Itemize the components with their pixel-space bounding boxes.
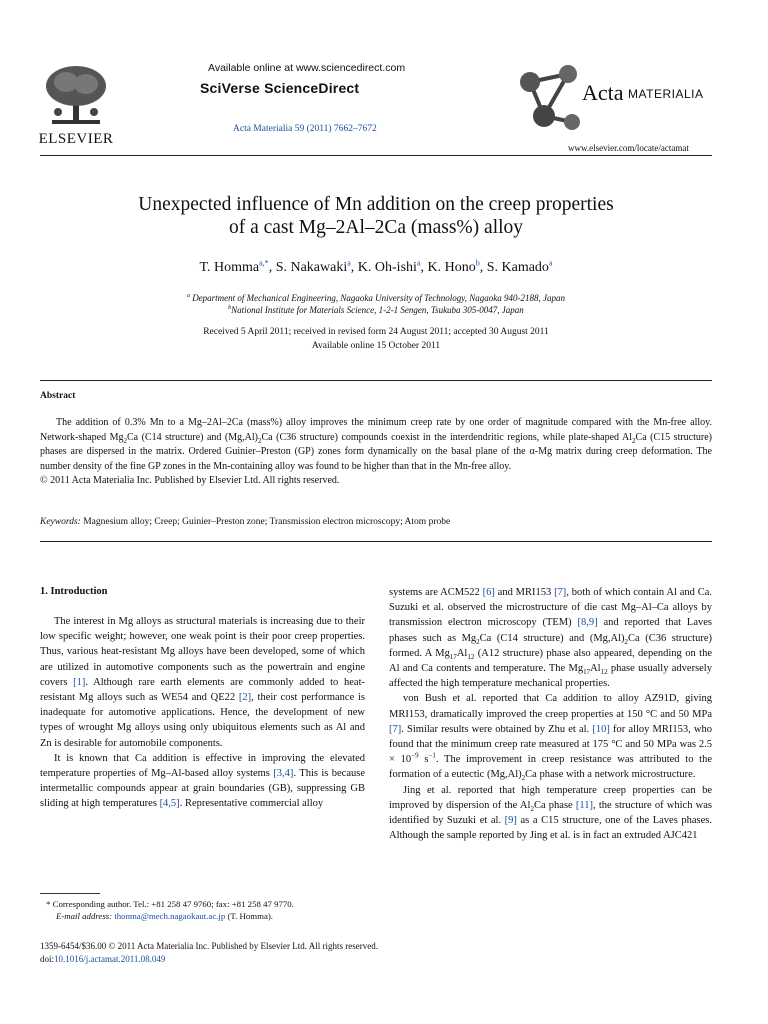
sciencedirect-brand: SciVerse ScienceDirect bbox=[200, 80, 360, 96]
paragraph: systems are ACM522 [6] and MRI153 [7], both of which contain Al and Ca. Suzuki et al. observed the microstructure of die cast Mg–Al–Ca alloys by transmission electron microscopy (TEM) [8,9] and reported that Laves phases such as $Mg_2Ca$ (C14 structure) and $(Mg,Al)_2Ca$ (C36 structure) formed. A $Mg_{17}Al_{12}$ (A12 structure) phase also appeared, depending on the Al and Ca contents and temperature. The $Mg_{17}Al_{12}$ phase usually adversely affected the high temperature mechanical properties. bbox=[389, 587, 712, 690]
abstract-heading: Abstract bbox=[40, 391, 76, 401]
acta-materialia-logo bbox=[516, 64, 716, 138]
doi-link[interactable]: 10.1016/j.actamat.2011.08.049 bbox=[54, 954, 166, 964]
citation-link[interactable]: [9] bbox=[504, 815, 517, 827]
page-footer bbox=[40, 940, 378, 966]
header-rule bbox=[40, 155, 712, 156]
citation-link[interactable]: [7] bbox=[389, 723, 402, 735]
author[interactable]: K. Hono$^b$ bbox=[427, 258, 480, 275]
journal-reference: Acta Materialia 59 (2011) 7662–7672 bbox=[233, 124, 377, 134]
abstract-copyright: © 2011 Acta Materialia Inc. Published by Elsevier Ltd. All rights reserved. bbox=[40, 475, 340, 487]
abstract-text: The addition of 0.3% Mn to a Mg–2Al–2Ca (mass%) alloy improves the minimum creep rate by one order of magnitude compared with the Mn-free alloy. Network-shaped $Mg_2Ca$ (C14 structure) and $(Mg,Al)_2Ca$ (C36 structure) compounds coexist in the interdendritic regions, while plate-shaped $Al_2Ca$ (C15 structure) phases are dispersed in the matrix. Ordered Guinier–Preston (GP) zones form dynamically on the basal plane of the α-Mg matrix during creep deformation. The number density of the fine GP zones in the Mn-containing alloy was found to be higher than that in the Mn-free alloy. bbox=[40, 417, 712, 472]
issn-line: 1359-6454/$36.00 © 2011 Acta Materialia Inc. Published by Elsevier Ltd. All rights reserved. bbox=[40, 941, 378, 951]
author[interactable]: K. Oh-ishi$^a$ bbox=[357, 258, 421, 275]
journal-url[interactable]: www.elsevier.com/locate/actamat bbox=[568, 143, 689, 153]
affiliation-a: $^a$ Department of Mechanical Engineering, Nagaoka University of Technology, Nagaoka 940-2188, Japan bbox=[186, 293, 566, 303]
author-list: T. Homma$^{a,*}$, S. Nakawaki$^a$, K. Oh-ishi$^a$, K. Hono$^b$, S. Kamado$^a$ bbox=[199, 258, 553, 275]
footnote bbox=[40, 898, 370, 922]
abstract-top-rule bbox=[40, 380, 712, 381]
citation-link[interactable]: [11] bbox=[575, 799, 594, 811]
available-date: Available online 15 October 2011 bbox=[311, 341, 441, 351]
left-column bbox=[40, 614, 365, 812]
email-line: E-mail address: thonma@mech.nagaokaut.ac.jp (T. Homma). bbox=[56, 911, 273, 921]
affiliations bbox=[40, 292, 712, 316]
paragraph: It is known that Ca addition is effective in improving the elevated temperature properties of Mg–Al-based alloy systems [3,4]. This is because intermetallic compounds appear at grain boundaries (GB), suppressing GB sliding at high temperatures [4,5]. Representative commercial alloy bbox=[40, 752, 365, 810]
paragraph: von Bush et al. reported that Ca addition to alloy AZ91D, giving MRI153, dramatically improved the creep properties at 150 °C and 50 MPa [7]. Similar results were obtained by Zhu et al. [10] for alloy MRI153, who found that the minimum creep rate measured at 175 °C and 50 MPa was $2.5 \times 10^{-9}$ $s^{-1}$. The improvement in creep resistance was attributed to the formation of a eutectic $(Mg,Al)_2Ca$ phase with a network microstructure. bbox=[389, 693, 712, 783]
paragraph: The interest in Mg alloys as structural materials is increasing due to their low specific weight; however, one weak point is their poor creep properties. Thus, various heat-resistant Mg alloys have been developed, some of which are utilized in automotive components such as the powertrain and engine covers [1]. Although rare earth elements are commonly added to heat-resistant Mg alloys such as WE54 and QE22 [2], their cost performance is inadequate for automotive applications. Hence, the development of new types of wrought Mg alloys using only ubiquitous elements such as Al and Zn is desirable for automobile components. bbox=[40, 616, 365, 749]
citation-link[interactable]: [7] bbox=[554, 587, 567, 598]
footnote-rule bbox=[40, 893, 100, 894]
section-heading: 1. Introduction bbox=[40, 586, 108, 597]
right-column bbox=[389, 585, 712, 843]
paragraph: Jing et al. reported that high temperature creep properties can be improved by dispersion of the $Al_2Ca$ phase [11], the structure of which was identified by Suzuki et al. [9] as a C15 structure, one of the Laves phases. Although the sample reported by Jing et al. is in fact an extruded AJC421 bbox=[389, 784, 712, 842]
acta-logo-text: Acta bbox=[582, 80, 624, 105]
citation-link[interactable]: [1] bbox=[73, 676, 86, 688]
citation-link[interactable]: [10] bbox=[592, 723, 610, 735]
title-line-1: Unexpected influence of Mn addition on the creep properties bbox=[138, 194, 614, 215]
elsevier-tree-icon bbox=[38, 62, 114, 128]
keywords-list: Magnesium alloy; Creep; Guinier–Preston zone; Transmission electron microscopy; Atom probe bbox=[83, 517, 451, 527]
received-dates: Received 5 April 2011; received in revised form 24 August 2011; accepted 30 August 2011 bbox=[203, 327, 549, 337]
corresponding-author: * Corresponding author. Tel.: +81 258 47 9760; fax: +81 258 47 9770. bbox=[46, 899, 294, 909]
citation-link[interactable]: [6] bbox=[482, 587, 495, 598]
citation-link[interactable]: [8,9] bbox=[577, 617, 598, 629]
citation-link[interactable]: [2] bbox=[238, 692, 252, 704]
doi-line: doi:10.1016/j.actamat.2011.08.049 bbox=[40, 954, 166, 964]
author[interactable]: S. Nakawaki$^a$ bbox=[275, 258, 351, 275]
article-title bbox=[40, 193, 712, 239]
publisher-name: ELSEVIER bbox=[38, 131, 114, 147]
title-line-2: of a cast Mg–2Al–2Ca (mass%) alloy bbox=[228, 217, 524, 238]
affiliation-b: $^b$National Institute for Materials Science, 1-2-1 Sengen, Tsukuba 305-0047, Japan bbox=[228, 305, 524, 315]
email-link[interactable]: thonma@mech.nagaokaut.ac.jp bbox=[114, 911, 226, 921]
abstract-body bbox=[40, 416, 712, 489]
article-dates bbox=[40, 325, 712, 353]
materialia-logo-text: MATERIALIA bbox=[628, 87, 704, 101]
elsevier-logo bbox=[38, 62, 114, 147]
keywords bbox=[40, 517, 450, 527]
keywords-label: Keywords: bbox=[40, 517, 81, 527]
citation-link[interactable]: [4,5] bbox=[159, 798, 180, 810]
author[interactable]: S. Kamado$^a$ bbox=[486, 258, 553, 275]
author[interactable]: T. Homma$^{a,*}$ bbox=[199, 258, 269, 275]
abstract-bottom-rule bbox=[40, 541, 712, 542]
available-online-text: Available online at www.sciencedirect.com bbox=[208, 62, 406, 74]
molecule-icon bbox=[516, 64, 586, 134]
citation-link[interactable]: [3,4] bbox=[273, 768, 294, 780]
